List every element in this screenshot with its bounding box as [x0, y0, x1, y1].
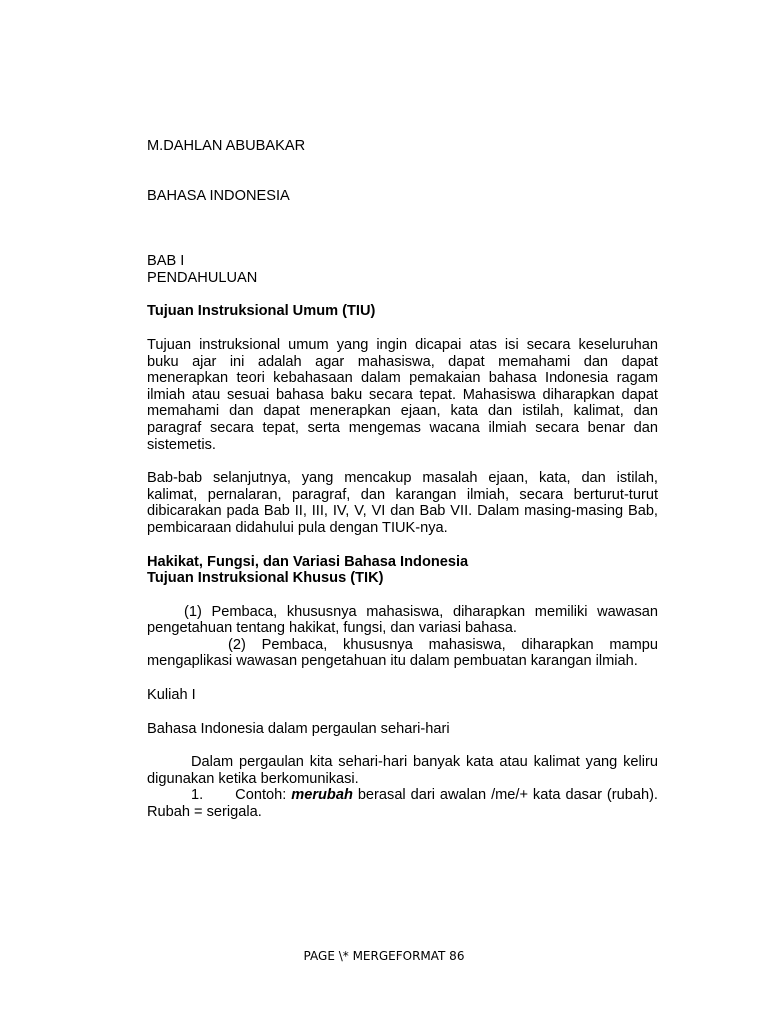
example-text: berasal dari awalan /me/+ kata dasar (rubah). Rubah = serigala. [147, 787, 658, 821]
tiu-paragraph-1: Tujuan instruksional umum yang ingin dicapai atas isi secara keseluruhan buku ajar ini adalah agar mahasiswa, dapat memahami dan dapat menerapkan teori kebahasaan dalam pemakaian bahasa Indonesia ragam ilmiah atau sesuai bahasa baku secara tepat. Mahasiswa diharapkan dapat memahami dan dapat menerapkan ejaan, kata dan istilah, kalimat, dan paragraf secara tepat, serta mengemas wacana ilmiah secara benar dan sistemetis. [147, 336, 658, 453]
lecture-topic: Bahasa Indonesia dalam pergaulan sehari-hari [147, 720, 450, 737]
example-label: Contoh: [235, 787, 292, 804]
section-heading: Hakikat, Fungsi, dan Variasi Bahasa Indonesia [147, 553, 469, 570]
tik-item-1: (1) Pembaca, khususnya mahasiswa, diharapkan memiliki wawasan pengetahuan tentang hakikat, fungsi, dan variasi bahasa. [147, 603, 658, 637]
chapter-title: PENDAHULUAN [147, 269, 258, 286]
lecture-intro: Dalam pergaulan kita sehari-hari banyak kata atau kalimat yang keliru digunakan ketika berkomunikasi. [147, 754, 658, 787]
document-page [147, 138, 658, 821]
example-paragraph [147, 787, 658, 820]
page-footer: PAGE \* MERGEFORMAT 86 [303, 949, 465, 963]
author-name: M.DAHLAN ABUBAKAR [147, 138, 306, 154]
lecture-title: Kuliah I [147, 687, 196, 704]
example-word: merubah [291, 787, 353, 804]
example-number: 1. [191, 787, 204, 804]
tik-heading: Tujuan Instruksional Khusus (TIK) [147, 570, 384, 587]
chapter-number: BAB I [147, 253, 185, 270]
tik-item-2: (2) Pembaca, khususnya mahasiswa, diharapkan mampu mengaplikasi wawasan pengetahuan itu dalam pembuatan karangan ilmiah. [147, 636, 658, 670]
tiu-heading: Tujuan Instruksional Umum (TIU) [147, 303, 376, 320]
course-title: BAHASA INDONESIA [147, 187, 290, 204]
tiu-paragraph-2: Bab-bab selanjutnya, yang mencakup masalah ejaan, kata, dan istilah, kalimat, pernalaran, paragraf, dan karangan ilmiah, secara berturut-turut dibicarakan pada Bab II, III, IV, V, VI dan Bab VII. Dalam masing-masing Bab, pembicaraan didahului pula dengan TIUK-nya. [147, 470, 658, 536]
